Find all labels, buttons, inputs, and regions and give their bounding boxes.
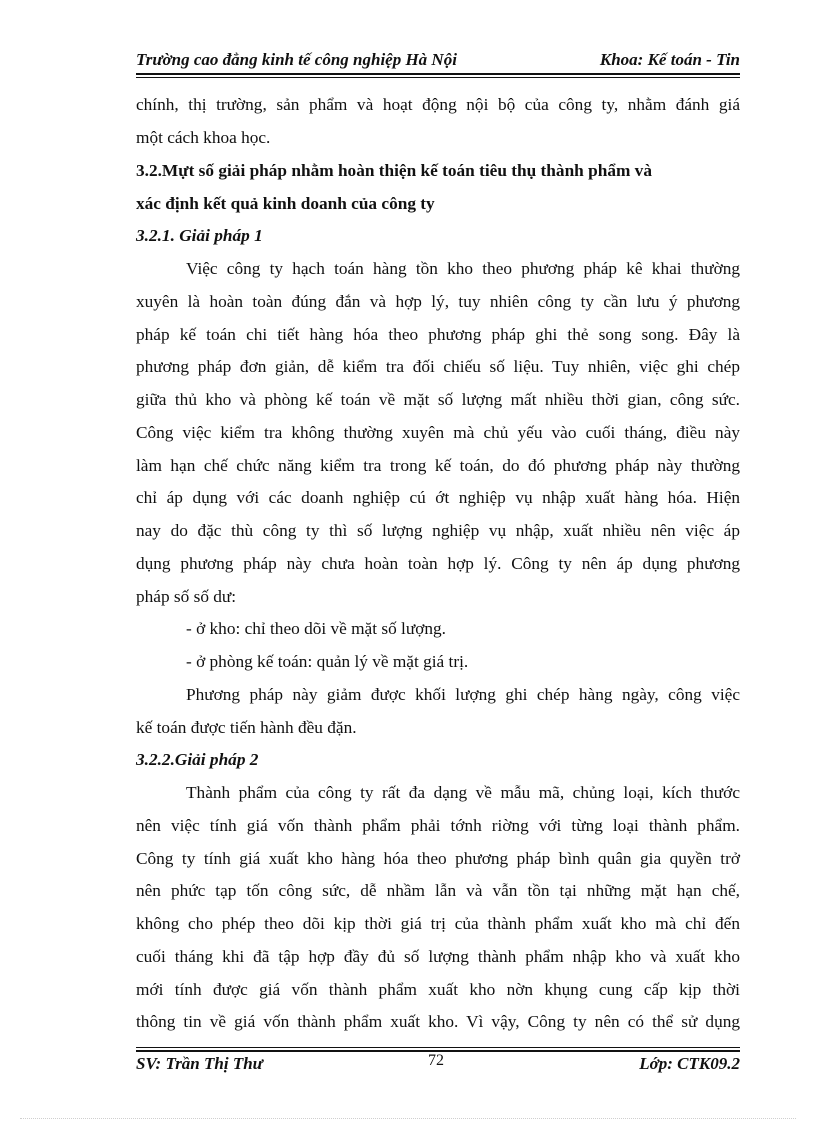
list-item: - ở kho: chỉ theo dõi về mặt số lượng. [186, 619, 446, 638]
paragraph-line: mới tính được giá vốn thành phẩm xuất kho nờn khụng cung cấp kịp thời [136, 980, 740, 999]
paragraph-line: không cho phép theo dõi kịp thời giá trị của thành phẩm xuất kho mà chỉ đến [136, 914, 740, 933]
paragraph-line: xuyên là hoàn toàn đúng đắn và hợp lý, tuy nhiên công ty cần lưu ý phương [136, 292, 740, 311]
paragraph-line: pháp kế toán chi tiết hàng hóa theo phương pháp ghi thẻ song song. Đây là [136, 325, 740, 344]
footer-student: SV: Trần Thị Thư [136, 1054, 263, 1073]
footer-rule-thin [136, 1047, 740, 1048]
footer-class: Lớp: CTK09.2 [639, 1054, 740, 1073]
paragraph-line: phương pháp đơn giản, dễ kiểm tra đối chiếu số liệu. Tuy nhiên, việc ghi chép [136, 357, 740, 376]
paragraph-line: pháp số số dư: [136, 587, 237, 606]
paragraph-line: Thành phẩm của công ty rất đa dạng về mẫu mã, chủng loại, kích thước [186, 783, 740, 802]
paragraph-line: thông tin về giá vốn thành phẩm xuất kho. Vì vậy, Công ty nên có thể sử dụng [136, 1012, 740, 1031]
paragraph-line: làm hạn chế chức năng kiểm tra trong kế toán, do đó phương pháp này thường [136, 456, 740, 475]
page-edge-divider [20, 1118, 796, 1119]
subsection-heading-1: 3.2.1. Giải pháp 1 [136, 226, 263, 245]
paragraph-line: Phương pháp này giảm được khối lượng ghi chép hàng ngày, công việc [186, 685, 740, 704]
paragraph-line: nên việc tính giá vốn thành phẩm phải tớnh riờng với từng loại thành phẩm. [136, 816, 740, 835]
paragraph-line: Công việc kiểm tra không thường xuyên mà chủ yếu vào cuối tháng, điều này [136, 423, 740, 442]
page-number: 72 [428, 1052, 444, 1069]
paragraph-line: nên phức tạp tốn công sức, dễ nhầm lẫn và vẫn tồn tại những mặt hạn chế, [136, 881, 740, 900]
paragraph-line: Việc công ty hạch toán hàng tồn kho theo phương pháp kê khai thường [186, 259, 740, 278]
header-rule [136, 73, 740, 75]
section-heading: 3.2.Mựt số giải pháp nhằm hoàn thiện kế toán tiêu thụ thành phẩm và [136, 161, 652, 180]
header-rule-thin [136, 77, 740, 78]
paragraph-line: kế toán được tiến hành đều đặn. [136, 718, 357, 737]
subsection-heading-2: 3.2.2.Giải pháp 2 [136, 750, 259, 769]
section-heading-cont: xác định kết quả kinh doanh của công ty [136, 194, 435, 213]
header-school: Trường cao đẳng kinh tế công nghiệp Hà Nội [136, 50, 457, 69]
paragraph-line: nay do đặc thù công ty thì số lượng nghiệp vụ nhập, xuất nhiều nên việc áp [136, 521, 740, 540]
paragraph-line: một cách khoa học. [136, 128, 271, 147]
header-faculty: Khoa: Kế toán - Tin [599, 50, 740, 69]
paragraph-line: chính, thị trường, sản phẩm và hoạt động nội bộ của công ty, nhằm đánh giá [136, 95, 740, 114]
paragraph-line: giữa thủ kho và phòng kế toán về mặt số lượng mất nhiều thời gian, công sức. [136, 390, 740, 409]
page-footer [136, 1054, 740, 1078]
list-item: - ở phòng kế toán: quản lý về mặt giá trị. [186, 652, 469, 671]
page-header [136, 50, 740, 72]
paragraph-line: Công ty tính giá xuất kho hàng hóa theo phương pháp bình quân gia quyền trở [136, 849, 740, 868]
paragraph-line: dụng phương pháp này chưa hoàn toàn hợp lý. Công ty nên áp dụng phương [136, 554, 740, 573]
paragraph-line: chỉ áp dụng với các doanh nghiệp cú ớt nghiệp vụ nhập xuất hàng hóa. Hiện [136, 488, 740, 507]
paragraph-line: cuối tháng khi đã tập hợp đầy đủ số lượng thành phẩm nhập kho và xuất kho [136, 947, 740, 966]
